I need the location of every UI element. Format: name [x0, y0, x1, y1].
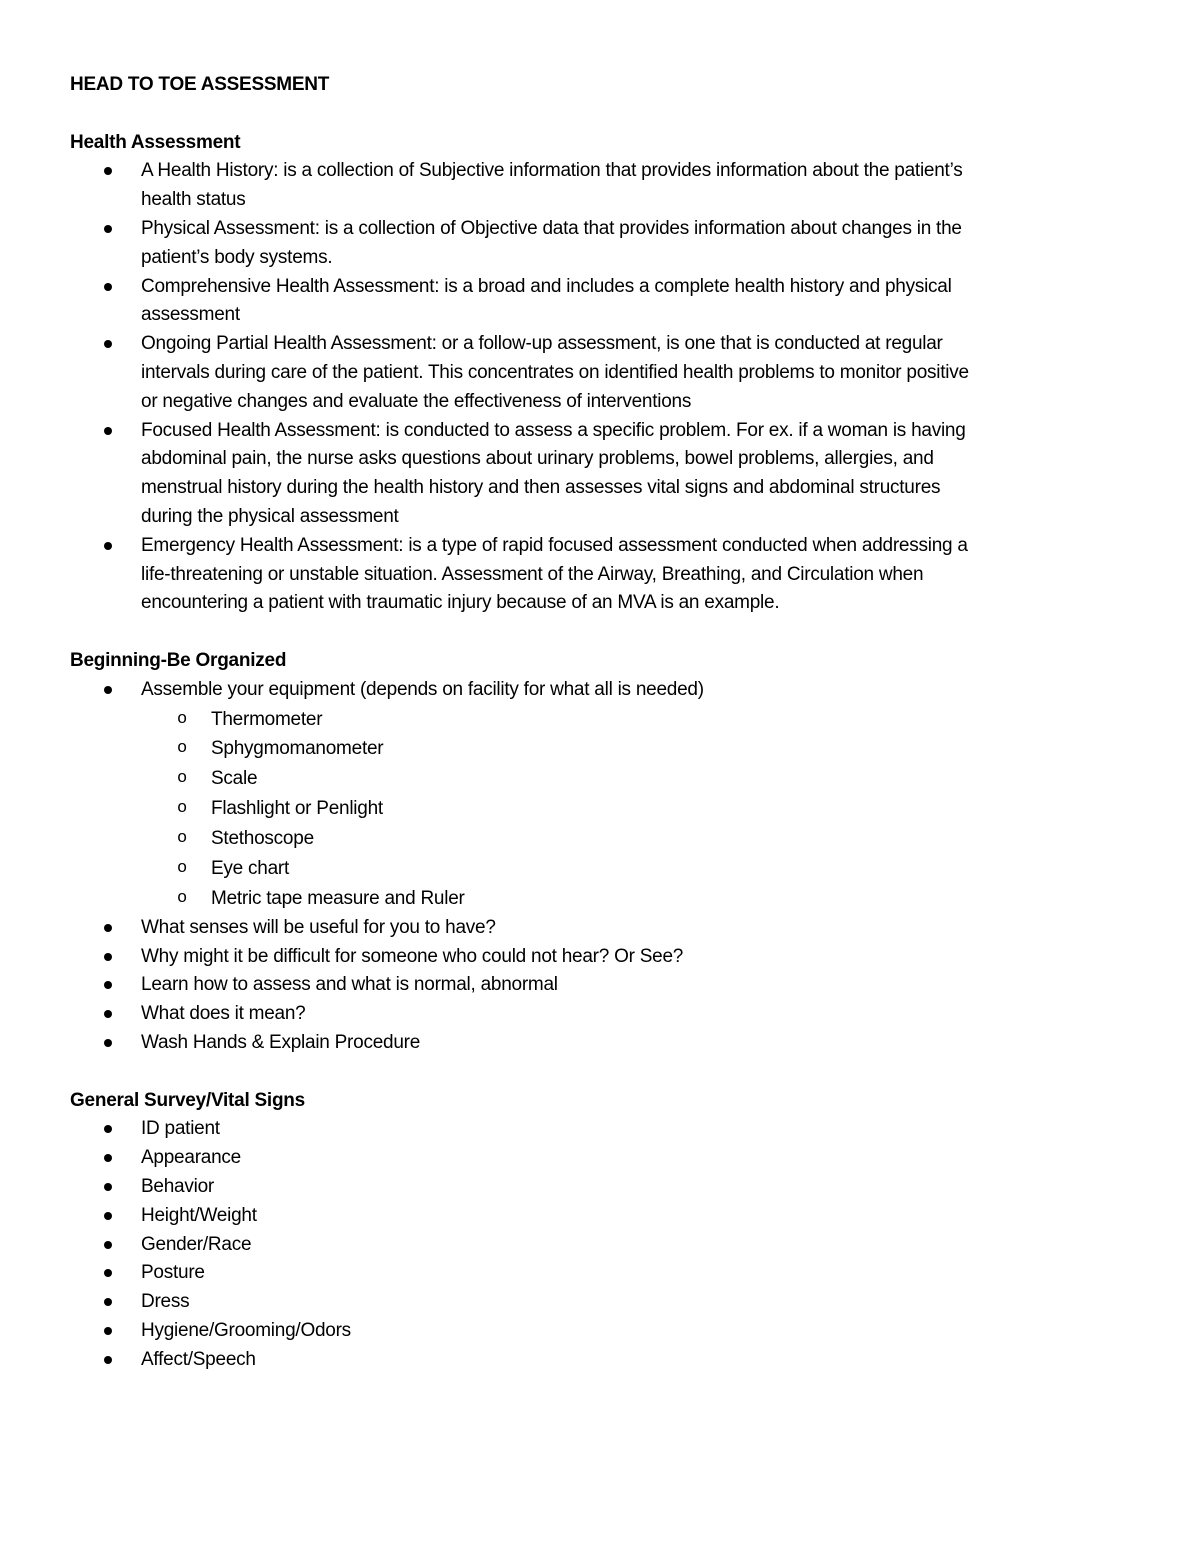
equipment-item: o Metric tape measure and Ruler	[70, 884, 1140, 914]
list-item	[70, 330, 1140, 416]
list-item	[70, 273, 1140, 331]
beginning-questions-list	[70, 914, 1140, 1058]
health-assessment-list	[70, 157, 1140, 618]
list-item-line: Physical Assessment: is a collection of Objective data that provides information about changes in the	[141, 217, 962, 239]
list-item	[70, 157, 1140, 215]
list-item-line: encountering a patient with traumatic injury because of an MVA is an example.	[141, 592, 780, 614]
list-item: Gender/Race	[70, 1231, 1140, 1260]
list-item: Dress	[70, 1288, 1140, 1317]
list-item: Why might it be difficult for someone who could not hear? Or See?	[70, 943, 1140, 972]
list-item: ID patient	[70, 1115, 1140, 1144]
list-item	[70, 215, 1140, 273]
equipment-item: o Eye chart	[70, 854, 1140, 884]
list-item	[70, 417, 1140, 532]
general-survey-list	[70, 1115, 1140, 1374]
list-item: Hygiene/Grooming/Odors	[70, 1317, 1140, 1346]
list-item: Appearance	[70, 1144, 1140, 1173]
list-item-line: Ongoing Partial Health Assessment: or a follow-up assessment, is one that is conducted at regular	[141, 333, 943, 355]
list-item: What senses will be useful for you to have?	[70, 914, 1140, 943]
list-item-line: menstrual history during the health history and then assesses vital signs and abdominal structures	[141, 477, 941, 499]
list-item-line: Emergency Health Assessment: is a type of rapid focused assessment conducted when addressing a	[141, 534, 968, 556]
list-item: Assemble your equipment (depends on facility for what all is needed)	[70, 676, 1140, 705]
equipment-item: o Flashlight or Penlight	[70, 794, 1140, 824]
list-item-line: abdominal pain, the nurse asks questions about urinary problems, bowel problems, allergies, and	[141, 448, 934, 470]
equipment-item: o Stethoscope	[70, 824, 1140, 854]
list-item: Learn how to assess and what is normal, abnormal	[70, 971, 1140, 1000]
document-page	[70, 71, 1140, 1375]
list-item: Posture	[70, 1259, 1140, 1288]
equipment-item: o Scale	[70, 764, 1140, 794]
beginning-list	[70, 676, 1140, 914]
list-item: Height/Weight	[70, 1202, 1140, 1231]
list-item-line: patient’s body systems.	[141, 246, 333, 268]
list-item-line: during the physical assessment	[141, 505, 399, 527]
list-item-line: Focused Health Assessment: is conducted to assess a specific problem. For ex. if a woman is having	[141, 419, 966, 441]
list-item-line: life-threatening or unstable situation. Assessment of the Airway, Breathing, and Circulation when	[141, 563, 924, 585]
equipment-list	[70, 705, 1140, 914]
general-survey-heading: General Survey/Vital Signs	[70, 1089, 305, 1111]
list-item-line: or negative changes and evaluate the effectiveness of interventions	[141, 390, 692, 412]
list-item-line: health status	[141, 189, 246, 211]
list-item-line: assessment	[141, 304, 240, 326]
list-item: Behavior	[70, 1173, 1140, 1202]
health-assessment-heading: Health Assessment	[70, 131, 241, 153]
document-title: HEAD TO TOE ASSESSMENT	[70, 74, 330, 95]
list-item: What does it mean?	[70, 1000, 1140, 1029]
list-item: Affect/Speech	[70, 1346, 1140, 1375]
list-item-line: A Health History: is a collection of Subjective information that provides information about the patient’s	[141, 160, 963, 182]
equipment-item: o Thermometer	[70, 705, 1140, 735]
equipment-item: o Sphygmomanometer	[70, 734, 1140, 764]
list-item-line: Comprehensive Health Assessment: is a broad and includes a complete health history and physical	[141, 275, 952, 297]
beginning-heading: Beginning-Be Organized	[70, 649, 287, 671]
list-item-line: intervals during care of the patient. This concentrates on identified health problems to monitor positive	[141, 361, 969, 383]
list-item: Wash Hands & Explain Procedure	[70, 1029, 1140, 1058]
list-item	[70, 532, 1140, 618]
